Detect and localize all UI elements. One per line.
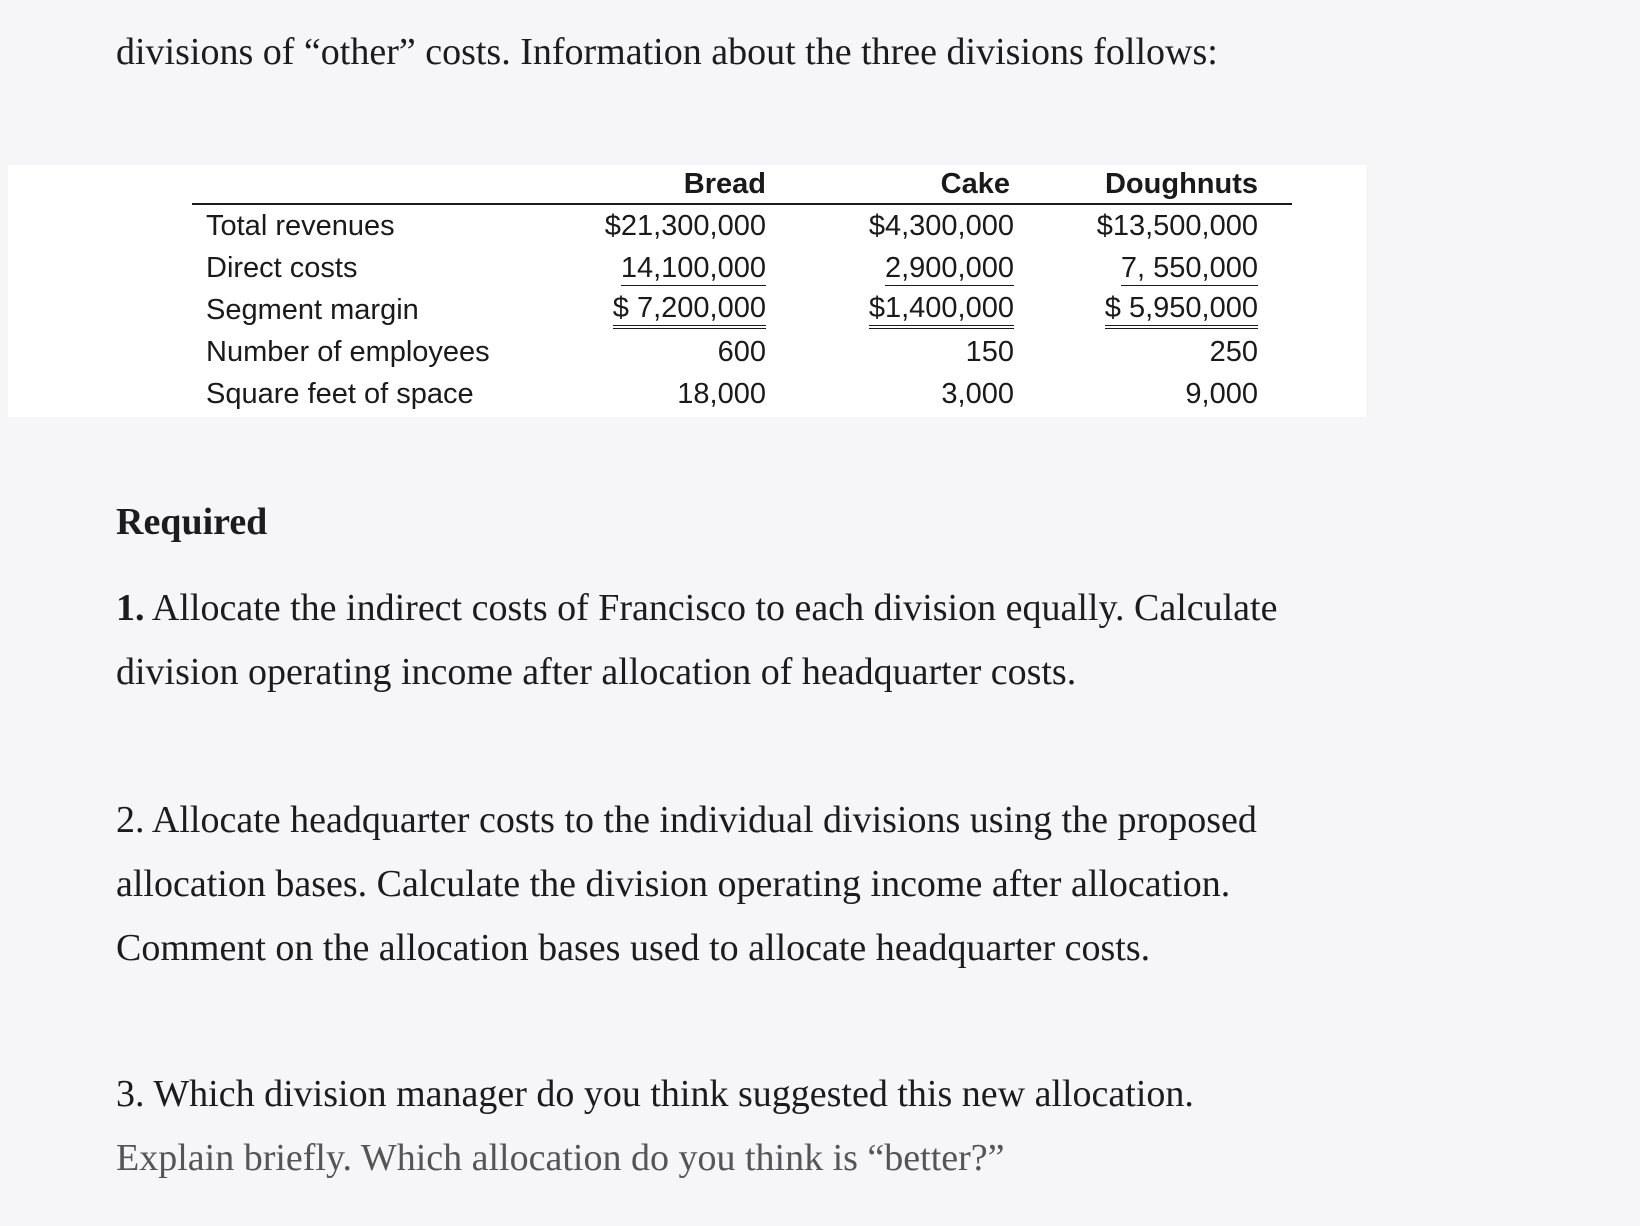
column-header-doughnuts: Doughnuts xyxy=(1048,165,1292,204)
question-2: 2. Allocate headquarter costs to the individual divisions using the proposed allocation bases. Calculate the division operating income after allocation. Comment on the allocation bases used to allocate headquarter costs. xyxy=(116,799,1257,969)
row-label: Square feet of space xyxy=(206,377,474,410)
cell-cake: $4,300,000 xyxy=(868,209,1014,242)
division-table-panel xyxy=(8,165,1366,417)
cell-bread: $21,300,000 xyxy=(604,209,766,242)
table-row xyxy=(192,204,1292,247)
table-row xyxy=(192,331,1292,373)
table-row xyxy=(192,289,1292,331)
cell-cake: 2,900,000 xyxy=(884,251,1014,284)
table-header-row xyxy=(192,165,1292,204)
question-3-text: 3. Which division manager do you think suggested this new allocation. xyxy=(116,1073,1194,1115)
required-heading: Required xyxy=(116,501,268,543)
cell-cake: 150 xyxy=(965,335,1014,368)
row-label: Segment margin xyxy=(206,293,419,326)
question-3 xyxy=(116,1062,1356,1190)
cell-cake: 3,000 xyxy=(941,377,1014,410)
question-3-faded-text: Explain briefly. Which allocation do you think is “better?” xyxy=(116,1137,1005,1179)
cell-bread: 600 xyxy=(717,335,766,368)
row-label: Total revenues xyxy=(206,209,395,242)
cell-doughnuts: 250 xyxy=(1209,335,1258,368)
column-header-cake: Cake xyxy=(800,165,1048,204)
cell-bread: 14,100,000 xyxy=(620,251,766,284)
cell-doughnuts: 7, 550,000 xyxy=(1120,251,1258,284)
cell-doughnuts: $13,500,000 xyxy=(1096,209,1258,242)
column-header-bread: Bread xyxy=(556,165,800,204)
intro-paragraph: divisions of “other” costs. Information about the three divisions follows: xyxy=(116,31,1218,73)
question-1-text: Allocate the indirect costs of Francisco to each division equally. Calculate division operating income after allocation of headquarter costs. xyxy=(116,587,1278,693)
row-label: Direct costs xyxy=(206,251,358,284)
row-label: Number of employees xyxy=(206,335,490,368)
table-row xyxy=(192,247,1292,289)
question-1-number: 1. xyxy=(116,587,145,629)
table-row xyxy=(192,373,1292,415)
cell-doughnuts: $ 5,950,000 xyxy=(1048,289,1292,331)
cell-bread: $ 7,200,000 xyxy=(556,289,800,331)
cell-doughnuts: 9,000 xyxy=(1185,377,1258,410)
header-blank xyxy=(192,165,556,204)
cell-cake: $1,400,000 xyxy=(800,289,1048,331)
cell-bread: 18,000 xyxy=(677,377,766,410)
division-table xyxy=(192,165,1292,415)
question-1 xyxy=(116,576,1356,704)
